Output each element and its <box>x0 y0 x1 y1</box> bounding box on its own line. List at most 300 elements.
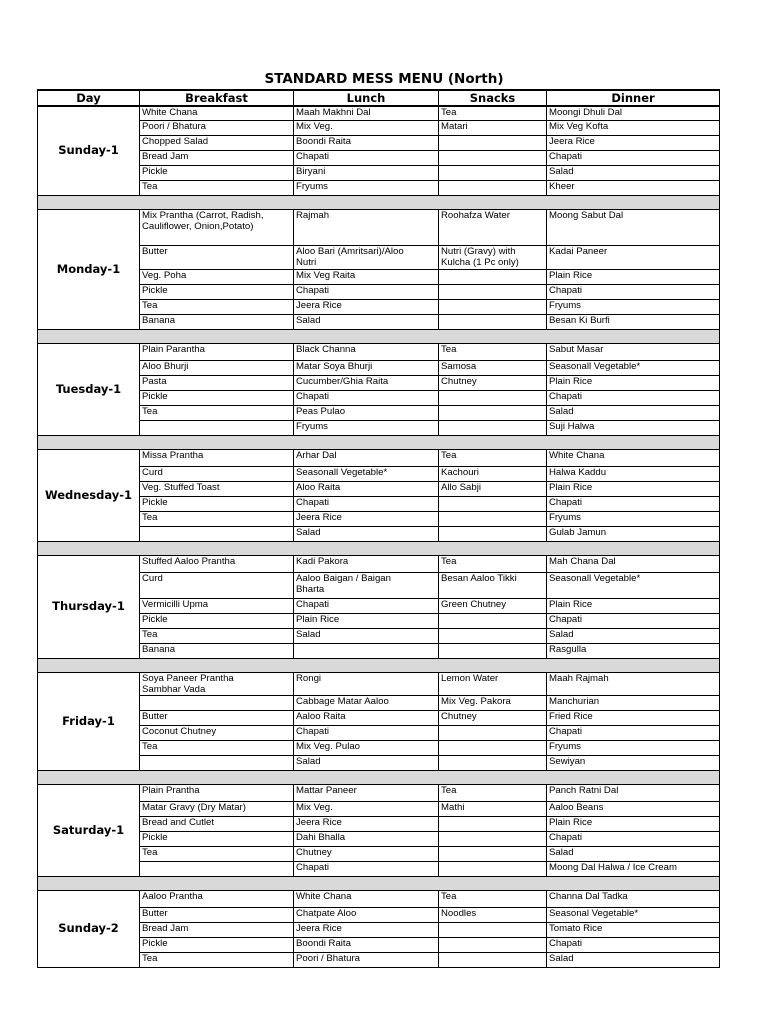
snacks-cell <box>439 643 547 658</box>
snacks-cell <box>439 816 547 831</box>
table-row <box>38 710 720 725</box>
snacks-item: Tea <box>441 784 457 796</box>
snacks-cell <box>439 150 547 165</box>
table-row <box>38 922 720 937</box>
lunch-cell <box>294 710 439 725</box>
breakfast-cell <box>140 405 294 420</box>
breakfast-cell <box>140 526 294 541</box>
dinner-cell <box>547 209 720 245</box>
breakfast-cell <box>140 496 294 511</box>
breakfast-item: Aaloo Prantha <box>142 890 203 902</box>
dinner-item: Seasonall Vegetable* <box>549 572 641 584</box>
snacks-item: Samosa <box>441 360 477 372</box>
lunch-item: Mix Veg. <box>296 120 333 132</box>
snacks-cell <box>439 360 547 375</box>
lunch-item: Dahi Bhalla <box>296 831 346 843</box>
dinner-item: Fryums <box>549 511 581 523</box>
dinner-cell <box>547 831 720 846</box>
lunch-cell <box>294 496 439 511</box>
breakfast-cell <box>140 816 294 831</box>
snacks-cell <box>439 526 547 541</box>
breakfast-cell <box>140 952 294 967</box>
dinner-item: Moong Dal Halwa / Ice Cream <box>549 861 677 873</box>
snacks-item: Tea <box>441 555 457 567</box>
dinner-item: Chapati <box>549 937 583 949</box>
breakfast-item: Vermicilli Upma <box>142 598 209 610</box>
lunch-item: Aaloo Baigan / Baigan Bharta <box>296 572 391 595</box>
dinner-cell <box>547 106 720 120</box>
separator-cell <box>38 195 720 209</box>
lunch-item: Seasonall Vegetable* <box>296 466 388 478</box>
snacks-cell <box>439 922 547 937</box>
lunch-item: Fryums <box>296 420 328 432</box>
lunch-item: Rongi <box>296 672 322 684</box>
breakfast-cell <box>140 269 294 284</box>
lunch-cell <box>294 420 439 435</box>
snacks-item: Chutney <box>441 375 477 387</box>
dinner-cell <box>547 284 720 299</box>
dinner-cell <box>547 572 720 598</box>
dinner-item: Fried Rice <box>549 710 593 722</box>
breakfast-item: Pickle <box>142 831 168 843</box>
table-row <box>38 784 720 801</box>
breakfast-item: Tea <box>142 299 158 311</box>
dinner-item: Chapati <box>549 150 583 162</box>
lunch-cell <box>294 831 439 846</box>
snacks-item: Allo Sabji <box>441 481 481 493</box>
snacks-item: Noodles <box>441 907 477 919</box>
lunch-cell <box>294 952 439 967</box>
dinner-cell <box>547 360 720 375</box>
dinner-cell <box>547 449 720 466</box>
lunch-cell <box>294 390 439 405</box>
dinner-cell <box>547 816 720 831</box>
dinner-cell <box>547 861 720 876</box>
breakfast-item: Butter <box>142 245 168 257</box>
dinner-item: Plain Rice <box>549 269 593 281</box>
snacks-item: Matari <box>441 120 468 132</box>
day-label: Friday-1 <box>38 672 140 770</box>
dinner-item: Chapati <box>549 725 583 737</box>
lunch-item: Jeera Rice <box>296 299 342 311</box>
snacks-cell <box>439 135 547 150</box>
lunch-item: Mattar Paneer <box>296 784 357 796</box>
lunch-cell <box>294 861 439 876</box>
table-row <box>38 598 720 613</box>
lunch-item: Jeera Rice <box>296 511 342 523</box>
dinner-cell <box>547 952 720 967</box>
snacks-cell <box>439 481 547 496</box>
table-row <box>38 135 720 150</box>
breakfast-item: Pasta <box>142 375 167 387</box>
separator-row <box>38 770 720 784</box>
lunch-item: Arhar Dal <box>296 449 337 461</box>
lunch-cell <box>294 922 439 937</box>
dinner-cell <box>547 672 720 695</box>
dinner-item: Chapati <box>549 496 583 508</box>
day-label: Monday-1 <box>38 209 140 329</box>
separator-row <box>38 435 720 449</box>
snacks-item: Lemon Water <box>441 672 499 684</box>
breakfast-cell <box>140 922 294 937</box>
breakfast-item: Pickle <box>142 937 168 949</box>
table-row <box>38 496 720 511</box>
breakfast-item: Pickle <box>142 613 168 625</box>
breakfast-item: Pickle <box>142 390 168 402</box>
lunch-cell <box>294 784 439 801</box>
dinner-cell <box>547 598 720 613</box>
dinner-cell <box>547 120 720 135</box>
lunch-item: Salad <box>296 526 321 538</box>
snacks-cell <box>439 952 547 967</box>
table-row <box>38 628 720 643</box>
dinner-item: Seasonal Vegetable* <box>549 907 639 919</box>
lunch-item: Cucumber/Ghia Raita <box>296 375 389 387</box>
lunch-item: Biryani <box>296 165 326 177</box>
breakfast-item: Banana <box>142 643 176 655</box>
snacks-cell <box>439 420 547 435</box>
dinner-item: Plain Rice <box>549 598 593 610</box>
breakfast-item: Plain Parantha <box>142 343 205 355</box>
day-label: Thursday-1 <box>38 555 140 658</box>
dinner-cell <box>547 846 720 861</box>
lunch-item: White Chana <box>296 890 352 902</box>
table-row <box>38 740 720 755</box>
lunch-item: Salad <box>296 314 321 326</box>
breakfast-cell <box>140 831 294 846</box>
breakfast-cell <box>140 420 294 435</box>
table-row <box>38 180 720 195</box>
snacks-item: Tea <box>441 449 457 461</box>
table-row <box>38 269 720 284</box>
breakfast-cell <box>140 449 294 466</box>
dinner-item: Channa Dal Tadka <box>549 890 628 902</box>
snacks-item: Mathi <box>441 801 465 813</box>
breakfast-item: Bread Jam <box>142 150 189 162</box>
dinner-item: Moong Sabut Dal <box>549 209 624 221</box>
breakfast-cell <box>140 628 294 643</box>
breakfast-cell <box>140 861 294 876</box>
table-row <box>38 165 720 180</box>
lunch-item: Aaloo Raita <box>296 710 346 722</box>
dinner-cell <box>547 695 720 710</box>
lunch-cell <box>294 598 439 613</box>
breakfast-item: White Chana <box>142 107 198 118</box>
dinner-cell <box>547 135 720 150</box>
separator-cell <box>38 876 720 890</box>
lunch-cell <box>294 269 439 284</box>
lunch-cell <box>294 299 439 314</box>
dinner-item: Aaloo Beans <box>549 801 604 813</box>
page-title: STANDARD MESS MENU (North) <box>264 71 504 87</box>
breakfast-cell <box>140 106 294 120</box>
table-row <box>38 390 720 405</box>
dinner-cell <box>547 526 720 541</box>
snacks-cell <box>439 269 547 284</box>
snacks-cell <box>439 784 547 801</box>
table-row <box>38 725 720 740</box>
lunch-item: Black Channa <box>296 343 356 355</box>
dinner-item: Plain Rice <box>549 481 593 493</box>
lunch-cell <box>294 555 439 572</box>
breakfast-cell <box>140 801 294 816</box>
table-row <box>38 613 720 628</box>
dinner-cell <box>547 555 720 572</box>
separator-cell <box>38 770 720 784</box>
lunch-cell <box>294 106 439 120</box>
dinner-item: Mah Chana Dal <box>549 555 616 567</box>
table-row <box>38 343 720 360</box>
dinner-cell <box>547 890 720 907</box>
breakfast-cell <box>140 643 294 658</box>
table-row <box>38 106 720 120</box>
lunch-item: Chapati <box>296 284 330 296</box>
dinner-item: White Chana <box>549 449 605 461</box>
mess-menu-table <box>37 89 720 968</box>
lunch-item: Boondi Raita <box>296 937 351 949</box>
separator-cell <box>38 329 720 343</box>
table-row <box>38 120 720 135</box>
table-row <box>38 511 720 526</box>
breakfast-cell <box>140 120 294 135</box>
breakfast-item: Missa Prantha <box>142 449 204 461</box>
breakfast-item: Stuffed Aaloo Prantha <box>142 555 236 567</box>
breakfast-cell <box>140 907 294 922</box>
breakfast-cell <box>140 890 294 907</box>
dinner-item: Tomato Rice <box>549 922 603 934</box>
breakfast-cell <box>140 466 294 481</box>
lunch-item: Chapati <box>296 496 330 508</box>
day-label: Sunday-1 <box>38 106 140 195</box>
dinner-item: Kadai Paneer <box>549 245 608 257</box>
table-row <box>38 937 720 952</box>
snacks-cell <box>439 572 547 598</box>
dinner-cell <box>547 907 720 922</box>
snacks-cell <box>439 846 547 861</box>
snacks-item: Chutney <box>441 710 477 722</box>
table-row <box>38 466 720 481</box>
dinner-cell <box>547 180 720 195</box>
lunch-item: Mix Veg. Pulao <box>296 740 360 752</box>
lunch-item: Jeera Rice <box>296 816 342 828</box>
header-breakfast: Breakfast <box>140 90 294 106</box>
snacks-cell <box>439 466 547 481</box>
breakfast-cell <box>140 360 294 375</box>
table-row <box>38 861 720 876</box>
dinner-cell <box>547 245 720 269</box>
dinner-item: Fryums <box>549 740 581 752</box>
menu-body <box>38 106 720 967</box>
dinner-item: Chapati <box>549 390 583 402</box>
lunch-item: Jeera Rice <box>296 922 342 934</box>
breakfast-item: Tea <box>142 628 158 640</box>
lunch-item: Kadi Pakora <box>296 555 349 567</box>
snacks-item: Roohafza Water <box>441 209 510 221</box>
snacks-cell <box>439 405 547 420</box>
snacks-cell <box>439 613 547 628</box>
dinner-cell <box>547 784 720 801</box>
lunch-cell <box>294 165 439 180</box>
dinner-cell <box>547 643 720 658</box>
breakfast-item: Matar Gravy (Dry Matar) <box>142 801 246 813</box>
dinner-cell <box>547 511 720 526</box>
snacks-cell <box>439 209 547 245</box>
lunch-cell <box>294 375 439 390</box>
dinner-cell <box>547 613 720 628</box>
table-row <box>38 672 720 695</box>
breakfast-cell <box>140 695 294 710</box>
dinner-cell <box>547 725 720 740</box>
breakfast-item: Aloo Bhurji <box>142 360 189 372</box>
breakfast-cell <box>140 209 294 245</box>
table-row <box>38 907 720 922</box>
table-row <box>38 952 720 967</box>
lunch-cell <box>294 343 439 360</box>
dinner-cell <box>547 269 720 284</box>
breakfast-cell <box>140 245 294 269</box>
breakfast-item: Coconut Chutney <box>142 725 217 737</box>
lunch-item: Cabbage Matar Aaloo <box>296 695 389 707</box>
snacks-cell <box>439 375 547 390</box>
breakfast-item: Veg. Poha <box>142 269 187 281</box>
breakfast-item: Chopped Salad <box>142 135 209 147</box>
dinner-item: Panch Ratni Dal <box>549 784 619 796</box>
lunch-cell <box>294 314 439 329</box>
table-row <box>38 481 720 496</box>
breakfast-item: Tea <box>142 180 158 192</box>
table-row <box>38 245 720 269</box>
dinner-cell <box>547 496 720 511</box>
lunch-cell <box>294 284 439 299</box>
table-row <box>38 314 720 329</box>
lunch-cell <box>294 135 439 150</box>
table-row <box>38 555 720 572</box>
lunch-item: Aloo Bari (Amritsari)/Aloo Nutri <box>296 245 404 268</box>
breakfast-cell <box>140 314 294 329</box>
dinner-cell <box>547 937 720 952</box>
table-row <box>38 526 720 541</box>
breakfast-item: Tea <box>142 952 158 964</box>
table-row <box>38 890 720 907</box>
dinner-cell <box>547 481 720 496</box>
lunch-cell <box>294 937 439 952</box>
snacks-item: Mix Veg. Pakora <box>441 695 511 707</box>
snacks-cell <box>439 106 547 120</box>
lunch-cell <box>294 890 439 907</box>
breakfast-item: Pickle <box>142 284 168 296</box>
dinner-item: Gulab Jamun <box>549 526 607 538</box>
lunch-item: Poori / Bhatura <box>296 952 360 964</box>
breakfast-item: Curd <box>142 572 163 584</box>
lunch-item: Matar Soya Bhurji <box>296 360 373 372</box>
lunch-cell <box>294 511 439 526</box>
lunch-item: Chutney <box>296 846 332 858</box>
breakfast-cell <box>140 613 294 628</box>
snacks-item: Tea <box>441 343 457 355</box>
snacks-cell <box>439 245 547 269</box>
dinner-cell <box>547 755 720 770</box>
table-row <box>38 801 720 816</box>
separator-row <box>38 658 720 672</box>
separator-row <box>38 876 720 890</box>
table-row <box>38 299 720 314</box>
lunch-cell <box>294 481 439 496</box>
snacks-item: Green Chutney <box>441 598 507 610</box>
dinner-item: Moongi Dhuli Dal <box>549 107 623 118</box>
separator-row <box>38 329 720 343</box>
snacks-cell <box>439 725 547 740</box>
dinner-item: Chapati <box>549 613 583 625</box>
lunch-cell <box>294 846 439 861</box>
lunch-item: Peas Pulao <box>296 405 346 417</box>
breakfast-item: Banana <box>142 314 176 326</box>
snacks-cell <box>439 496 547 511</box>
breakfast-cell <box>140 390 294 405</box>
snacks-cell <box>439 598 547 613</box>
table-row <box>38 846 720 861</box>
dinner-item: Suji Halwa <box>549 420 595 432</box>
snacks-cell <box>439 120 547 135</box>
breakfast-cell <box>140 710 294 725</box>
table-row <box>38 449 720 466</box>
lunch-item: Maah Makhni Dal <box>296 107 371 118</box>
breakfast-item: Pickle <box>142 165 168 177</box>
dinner-item: Chapati <box>549 831 583 843</box>
dinner-cell <box>547 343 720 360</box>
lunch-cell <box>294 907 439 922</box>
breakfast-cell <box>140 180 294 195</box>
separator-row <box>38 541 720 555</box>
dinner-item: Sewiyan <box>549 755 586 767</box>
lunch-item: Chapati <box>296 725 330 737</box>
dinner-item: Maah Rajmah <box>549 672 609 684</box>
header-lunch: Lunch <box>294 90 439 106</box>
dinner-cell <box>547 405 720 420</box>
breakfast-item: Pickle <box>142 496 168 508</box>
dinner-cell <box>547 628 720 643</box>
table-row <box>38 816 720 831</box>
dinner-item: Rasgulla <box>549 643 587 655</box>
day-label: Wednesday-1 <box>38 449 140 541</box>
day-label: Tuesday-1 <box>38 343 140 435</box>
snacks-cell <box>439 299 547 314</box>
lunch-item: Chapati <box>296 598 330 610</box>
lunch-item: Mix Veg. <box>296 801 333 813</box>
breakfast-cell <box>140 937 294 952</box>
dinner-cell <box>547 165 720 180</box>
lunch-cell <box>294 120 439 135</box>
snacks-cell <box>439 801 547 816</box>
lunch-item: Chapati <box>296 861 330 873</box>
lunch-item: Boondi Raita <box>296 135 351 147</box>
snacks-cell <box>439 755 547 770</box>
snacks-cell <box>439 511 547 526</box>
lunch-item: Fryums <box>296 180 328 192</box>
lunch-cell <box>294 740 439 755</box>
snacks-item: Tea <box>441 890 457 902</box>
snacks-cell <box>439 628 547 643</box>
lunch-cell <box>294 449 439 466</box>
snacks-cell <box>439 555 547 572</box>
lunch-item: Chatpate Aloo <box>296 907 357 919</box>
lunch-cell <box>294 816 439 831</box>
lunch-cell <box>294 643 439 658</box>
table-row <box>38 150 720 165</box>
table-row <box>38 284 720 299</box>
dinner-item: Salad <box>549 628 574 640</box>
dinner-item: Jeera Rice <box>549 135 595 147</box>
lunch-cell <box>294 180 439 195</box>
